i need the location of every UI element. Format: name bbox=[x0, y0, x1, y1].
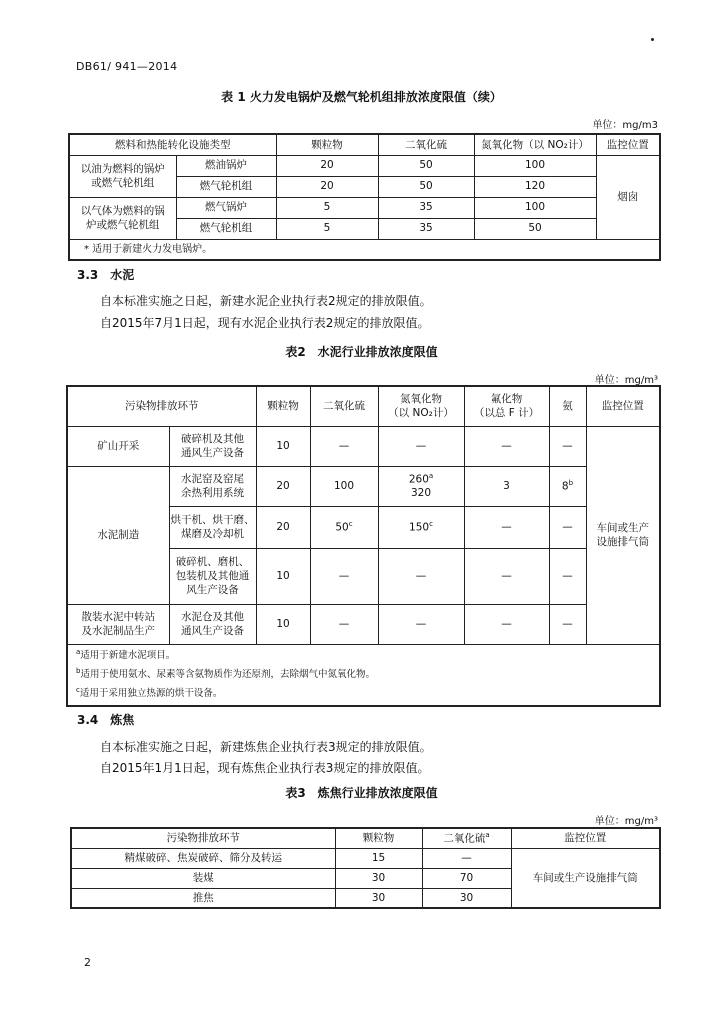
table2-monitor bbox=[586, 426, 660, 644]
table1-group-gas: 以气体为燃料的锅炉或燃气轮机组 bbox=[69, 197, 176, 239]
table2-notes bbox=[67, 644, 660, 706]
table2-header-f-line1: 氟化物 bbox=[490, 393, 523, 406]
table2-header-monitor: 监控位置 bbox=[586, 386, 660, 426]
table2-cell: — bbox=[549, 506, 586, 548]
table2-nh3-value: 8 bbox=[561, 480, 569, 493]
table2-note bbox=[76, 646, 659, 665]
table2-cell: — bbox=[310, 426, 378, 466]
table2-group-mining: 矿山开采 bbox=[67, 426, 169, 466]
section-3-4-para2: 自2015年1月1日起，现有炼焦企业执行表3规定的排放限值。 bbox=[100, 761, 430, 775]
table2-nox-value: 150 bbox=[409, 521, 430, 534]
table2-cell: — bbox=[378, 426, 464, 466]
table3-cell: 30 bbox=[335, 888, 422, 908]
table2-header-pm: 颗粒物 bbox=[256, 386, 310, 426]
table2-cell: — bbox=[378, 604, 464, 644]
table2-sub-line: 通风生产设备 bbox=[181, 447, 244, 459]
table2-sub-line: 煤磨及冷却机 bbox=[181, 528, 244, 540]
footnote-mark: b bbox=[568, 478, 574, 487]
table2-cell: 20 bbox=[256, 506, 310, 548]
table2-cell-nox bbox=[378, 466, 464, 506]
table2-cell: — bbox=[464, 506, 549, 548]
table2-cell: — bbox=[464, 604, 549, 644]
table2-cell-sub bbox=[169, 426, 256, 466]
table2-header-nox-line1: 氮氧化物 bbox=[400, 393, 442, 406]
table1-header-pm: 颗粒物 bbox=[276, 134, 378, 155]
table2-cell-sub bbox=[169, 604, 256, 644]
table2-cell: 100 bbox=[310, 466, 378, 506]
table3-cell: 30 bbox=[335, 868, 422, 888]
table2-sub-line: 破碎机及其他 bbox=[181, 432, 244, 445]
table3-header-monitor: 监控位置 bbox=[511, 828, 660, 848]
table3-header-so2-label: 二氧化硫 bbox=[443, 832, 486, 845]
table2-cell-sub bbox=[169, 506, 256, 548]
footnote-mark: b bbox=[76, 667, 81, 676]
table3-cell: 精煤破碎、焦炭破碎、筛分及转运 bbox=[71, 848, 335, 868]
section-3-4-title: 3.4 炼焦 bbox=[77, 713, 135, 727]
table1-cell: 120 bbox=[474, 176, 596, 197]
table3 bbox=[70, 827, 661, 909]
table2-monitor-line1: 车间或生产 bbox=[596, 521, 649, 534]
table2-cell: — bbox=[549, 604, 586, 644]
table1-cell: 35 bbox=[378, 218, 474, 239]
table1-cell: 燃气轮机组 bbox=[176, 176, 276, 197]
page-number: 2 bbox=[84, 956, 91, 969]
table3-monitor: 车间或生产设施排气筒 bbox=[511, 848, 660, 908]
table2-cell-nh3 bbox=[549, 466, 586, 506]
table2-sub-line: 水泥仓及其他 bbox=[181, 610, 244, 623]
table2-caption: 表2 水泥行业排放浓度限值 bbox=[285, 345, 438, 359]
table2-cell: — bbox=[464, 548, 549, 604]
footnote-mark: c bbox=[348, 519, 353, 528]
table3-header-so2 bbox=[422, 828, 511, 848]
table2-cell-sub bbox=[169, 466, 256, 506]
table2-cell-sub bbox=[169, 548, 256, 604]
table1-cell: 100 bbox=[474, 197, 596, 218]
table2-cell-nox bbox=[378, 506, 464, 548]
table1-cell: 100 bbox=[474, 155, 596, 176]
table1-cell: 50 bbox=[378, 155, 474, 176]
standard-code: DB61/ 941—2014 bbox=[76, 60, 178, 73]
section-3-3-para2: 自2015年7月1日起，现有水泥企业执行表2规定的排放限值。 bbox=[100, 316, 430, 330]
table1-header-so2: 二氧化硫 bbox=[378, 134, 474, 155]
table2-sub-line: 水泥窑及窑尾 bbox=[181, 472, 244, 485]
table2-cell: — bbox=[549, 426, 586, 466]
table2-sub-line: 余热利用系统 bbox=[181, 487, 244, 499]
table2-cell-so2 bbox=[310, 506, 378, 548]
table2-group-bulk bbox=[67, 604, 169, 644]
table2-group-cement: 水泥制造 bbox=[67, 466, 169, 604]
table2-group-line: 散装水泥中转站 bbox=[81, 610, 155, 623]
table2-cell: 10 bbox=[256, 604, 310, 644]
table2-cell: 10 bbox=[256, 548, 310, 604]
table3-cell: 30 bbox=[422, 888, 511, 908]
table2-header-f bbox=[464, 386, 549, 426]
footnote-mark: a bbox=[485, 830, 490, 839]
table2-sub-line: 破碎机、磨机、 bbox=[175, 555, 250, 568]
table1-cell: 20 bbox=[276, 176, 378, 197]
table2-header-nh3: 氨 bbox=[549, 386, 586, 426]
table1-cell: 5 bbox=[276, 197, 378, 218]
table2-header-so2: 二氧化硫 bbox=[310, 386, 378, 426]
table2-cell: — bbox=[549, 548, 586, 604]
table1-header-type: 燃料和热能转化设施类型 bbox=[69, 134, 276, 155]
table2-cell: 20 bbox=[256, 466, 310, 506]
table2-sub-line: 烘干机、烘干磨、 bbox=[170, 513, 255, 526]
table2 bbox=[66, 385, 661, 707]
table1-header-monitor: 监控位置 bbox=[596, 134, 660, 155]
table1-cell: 50 bbox=[474, 218, 596, 239]
table2-unit: 单位：mg/m³ bbox=[594, 375, 658, 386]
footnote-mark: a bbox=[76, 647, 81, 656]
table2-note-text: 适用于新建水泥项目。 bbox=[80, 650, 176, 662]
table2-nox-value: 260 bbox=[408, 473, 429, 486]
table1-caption: 表 1 火力发电锅炉及燃气轮机组排放浓度限值（续） bbox=[221, 90, 502, 104]
table2-cell: — bbox=[310, 548, 378, 604]
table2-header-nox bbox=[378, 386, 464, 426]
table2-nox-value2: 320 bbox=[410, 487, 432, 500]
footnote-mark: a bbox=[428, 471, 434, 480]
table2-cell: — bbox=[464, 426, 549, 466]
speck-mark bbox=[651, 38, 654, 41]
footnote-mark: c bbox=[76, 686, 80, 695]
table1-unit: 单位：mg/m3 bbox=[592, 120, 658, 131]
table2-note bbox=[76, 665, 659, 684]
table2-header-nox-line2: （以 NO₂计） bbox=[388, 407, 454, 420]
table2-header-source: 污染物排放环节 bbox=[67, 386, 256, 426]
section-3-3-title: 3.3 水泥 bbox=[77, 268, 135, 282]
table2-group-line: 及水泥制品生产 bbox=[81, 625, 155, 637]
table2-note-text: 适用于使用氨水、尿素等含氨物质作为还原剂，去除烟气中氮氧化物。 bbox=[80, 669, 375, 681]
table3-header-source: 污染物排放环节 bbox=[71, 828, 335, 848]
table1-cell: 燃气锅炉 bbox=[176, 197, 276, 218]
table1-cell: 燃气轮机组 bbox=[176, 218, 276, 239]
table3-caption: 表3 炼焦行业排放浓度限值 bbox=[285, 786, 438, 800]
table2-cell: — bbox=[378, 548, 464, 604]
table1-monitor: 烟囱 bbox=[596, 155, 660, 239]
table1-cell: 35 bbox=[378, 197, 474, 218]
table2-header-f-line2: （以总 F 计） bbox=[473, 407, 540, 420]
table1-note: * 适用于新建火力发电锅炉。 bbox=[69, 239, 660, 260]
table1-cell: 20 bbox=[276, 155, 378, 176]
table3-cell: 15 bbox=[335, 848, 422, 868]
table2-cell: — bbox=[310, 604, 378, 644]
table1-cell: 燃油锅炉 bbox=[176, 155, 276, 176]
table2-cell: 3 bbox=[464, 466, 549, 506]
table3-header-pm: 颗粒物 bbox=[335, 828, 422, 848]
table3-cell: 70 bbox=[422, 868, 511, 888]
table1 bbox=[68, 133, 661, 261]
section-3-3-para1: 自本标准实施之日起，新建水泥企业执行表2规定的排放限值。 bbox=[100, 294, 432, 308]
table1-cell: 50 bbox=[378, 176, 474, 197]
table3-cell: 装煤 bbox=[71, 868, 335, 888]
table2-note bbox=[76, 684, 659, 703]
table2-sub-line: 风生产设备 bbox=[186, 584, 239, 597]
table2-cell: 10 bbox=[256, 426, 310, 466]
footnote-mark: c bbox=[429, 519, 433, 528]
table2-sub-line: 包装机及其他通 bbox=[175, 569, 250, 582]
table1-cell: 5 bbox=[276, 218, 378, 239]
table2-monitor-line2: 设施排气筒 bbox=[596, 536, 649, 548]
table2-sub-line: 通风生产设备 bbox=[181, 625, 244, 637]
table2-so2-value: 50 bbox=[335, 521, 349, 534]
section-3-4-para1: 自本标准实施之日起，新建炼焦企业执行表3规定的排放限值。 bbox=[100, 740, 432, 754]
table3-cell: 推焦 bbox=[71, 888, 335, 908]
table1-group-oil: 以油为燃料的锅炉或燃气轮机组 bbox=[69, 155, 176, 197]
table3-unit: 单位：mg/m³ bbox=[594, 816, 658, 827]
table1-header-nox: 氮氧化物（以 NO₂计） bbox=[474, 134, 596, 155]
table3-cell: — bbox=[422, 848, 511, 868]
table2-note-text: 适用于采用独立热源的烘干设备。 bbox=[79, 688, 223, 700]
